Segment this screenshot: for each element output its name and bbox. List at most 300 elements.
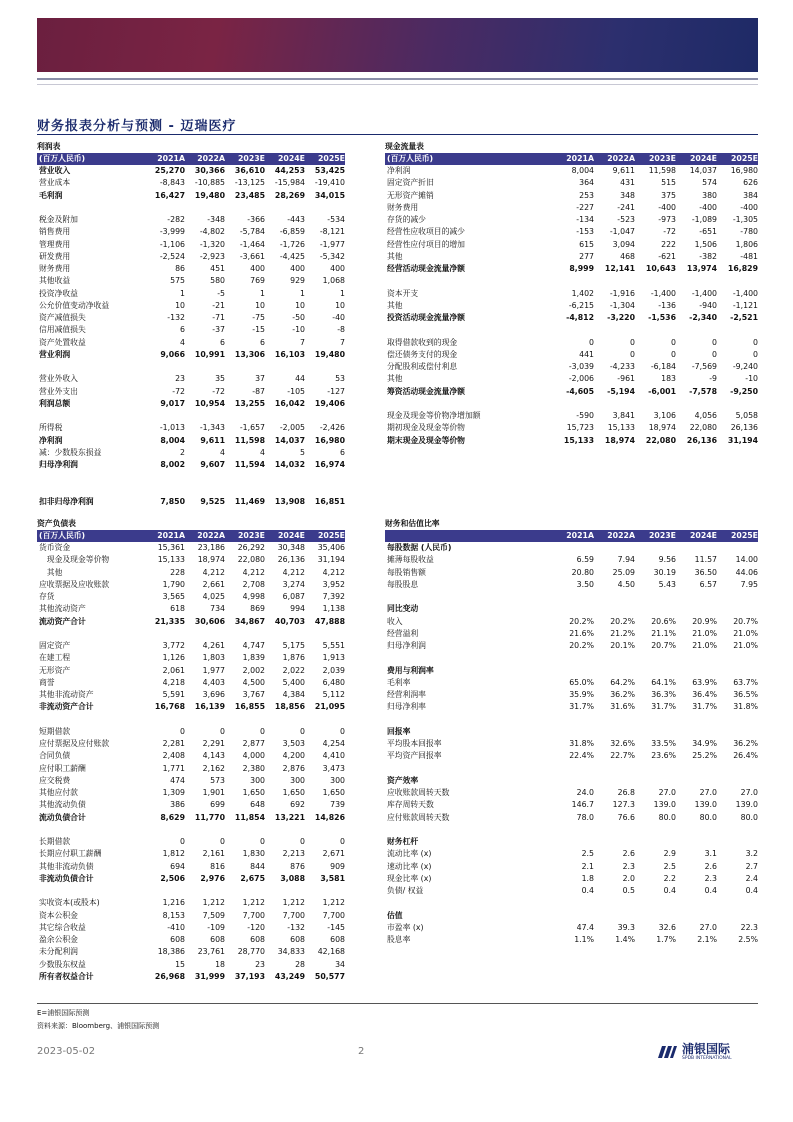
row-value: 14,826 (314, 812, 345, 822)
row-value: -443 (287, 215, 305, 224)
row-value (594, 726, 635, 738)
row-label: 其他 (387, 300, 403, 310)
row-value: 80.0 (699, 812, 717, 822)
row-value: 16,980 (314, 435, 345, 445)
row-value: 9,525 (200, 496, 225, 506)
row-value: 13,908 (274, 496, 305, 506)
row-value (635, 398, 676, 410)
header-year: 2025E (730, 154, 758, 163)
row-value: 0 (340, 837, 345, 846)
row-value (676, 398, 717, 410)
row-value (717, 836, 758, 848)
row-value: -136 (658, 300, 676, 310)
row-value (305, 824, 345, 836)
table-row (37, 934, 345, 946)
row-value: 31,194 (727, 435, 758, 445)
row-value: -366 (247, 215, 265, 224)
table-row (385, 775, 758, 787)
row-value: -4,812 (566, 313, 594, 322)
row-value: 648 (250, 800, 265, 810)
row-value (265, 471, 305, 483)
row-value (225, 885, 265, 897)
table-row (37, 763, 345, 775)
table-row (37, 726, 345, 738)
row-value (676, 324, 717, 336)
table-row (37, 591, 345, 603)
row-value (225, 410, 265, 422)
row-value: 44,253 (274, 166, 305, 175)
row-value: 0 (630, 349, 635, 359)
row-value (717, 665, 758, 677)
row-value: 400 (330, 264, 345, 273)
row-label: 期末现金及现金等价物 (387, 435, 465, 445)
row-value: 6,087 (282, 592, 305, 601)
row-value: 10 (335, 300, 345, 310)
row-value: 22,080 (689, 423, 717, 433)
row-label: 经营性应付项目的增加 (387, 239, 465, 249)
row-value: 0 (589, 337, 594, 347)
row-value: 692 (290, 800, 305, 810)
row-value: -1,657 (239, 423, 265, 433)
row-value (635, 726, 676, 738)
row-value: 32.6% (610, 739, 635, 748)
table-row (385, 251, 758, 263)
row-value: -87 (252, 386, 265, 396)
row-value: -651 (699, 227, 717, 237)
row-label: 投资活动现金流量净额 (387, 313, 465, 322)
row-value: 2,661 (202, 579, 225, 589)
row-value (594, 275, 635, 287)
row-value: -2,005 (279, 423, 305, 433)
row-value: 36.2% (610, 690, 635, 699)
table-row (37, 812, 345, 824)
row-value: 2.2 (663, 873, 676, 883)
table-row (385, 165, 758, 177)
row-value: 16,427 (154, 190, 185, 200)
row-value: 1,068 (322, 276, 345, 286)
row-value: 4 (220, 447, 225, 457)
row-value (305, 361, 345, 373)
row-value: -1,089 (691, 215, 717, 224)
row-value: 22.4% (569, 751, 594, 761)
row-value: 2,708 (242, 579, 265, 589)
row-value: 18,856 (274, 702, 305, 712)
row-value: 14,037 (689, 166, 717, 175)
row-value: -40 (332, 313, 345, 322)
row-value (145, 484, 185, 496)
row-value: 1.7% (656, 935, 676, 944)
table-row (385, 750, 758, 762)
row-value: 27.0 (740, 788, 758, 797)
row-value: 11,469 (234, 496, 265, 506)
table-row (37, 471, 345, 483)
row-label (385, 324, 553, 336)
row-value: 6.57 (699, 579, 717, 589)
row-label: 毛利率 (387, 677, 411, 687)
row-value (717, 726, 758, 738)
row-value: 431 (620, 178, 635, 188)
table-row (385, 349, 758, 361)
row-value: 21.0% (692, 628, 717, 638)
row-value: -961 (617, 374, 635, 384)
table-row (37, 714, 345, 726)
company-logo (656, 1040, 732, 1064)
row-value (635, 897, 676, 909)
row-value: 20.2% (569, 616, 594, 626)
row-value: 11,770 (194, 812, 225, 822)
row-value: 14,032 (274, 460, 305, 469)
row-value: -120 (247, 922, 265, 932)
row-label: 财务杠杆 (387, 837, 419, 846)
row-value: 3.50 (576, 579, 594, 589)
row-value: 9,611 (200, 435, 225, 445)
row-value: 26,136 (277, 555, 305, 565)
row-label: 公允价值变动净收益 (39, 300, 110, 310)
row-value: -1,013 (159, 423, 185, 433)
row-value: -400 (740, 202, 758, 212)
row-value: 2.7 (745, 861, 758, 871)
row-value: 574 (702, 178, 717, 188)
row-value: 1 (260, 288, 265, 298)
row-value: 5,112 (322, 690, 345, 699)
row-value: 1,771 (162, 763, 185, 773)
row-value: 18,974 (197, 555, 225, 565)
row-value: 2,061 (162, 665, 185, 675)
header-label: (百万人民币) (39, 531, 86, 540)
row-label: 利润总额 (39, 398, 71, 408)
row-value: -1,916 (609, 288, 635, 298)
ratios-table (385, 518, 758, 946)
row-value: 2,002 (242, 665, 265, 675)
row-value: -780 (740, 227, 758, 237)
row-value: 76.6 (617, 812, 635, 822)
row-value: -15,984 (274, 178, 305, 188)
row-label (385, 824, 553, 836)
row-label: 税金及附加 (39, 215, 78, 224)
table-row (385, 934, 758, 946)
row-value: 20.1% (610, 641, 635, 650)
row-value: 2,161 (202, 849, 225, 859)
row-value: 50,577 (314, 971, 345, 981)
row-value: 2.1 (581, 861, 594, 871)
row-value: 2.0 (622, 873, 635, 883)
table-row (385, 836, 758, 848)
table-row (37, 349, 345, 361)
table-row (37, 628, 345, 640)
row-value: 3,094 (612, 239, 635, 249)
row-value: -282 (167, 215, 185, 224)
row-value: 0 (180, 837, 185, 846)
row-value: 2.6 (622, 849, 635, 859)
row-value (553, 897, 594, 909)
row-value: 2,876 (282, 763, 305, 773)
row-value: -37 (212, 325, 225, 335)
row-value (305, 885, 345, 897)
row-value (145, 410, 185, 422)
row-value: -5,342 (319, 251, 345, 261)
table-row (37, 324, 345, 336)
row-value: 139.0 (694, 800, 717, 810)
title-rule (37, 134, 758, 135)
row-value: 15,133 (607, 423, 635, 433)
row-value: 1,830 (242, 849, 265, 859)
table-row (385, 628, 758, 640)
row-value: 4,410 (322, 751, 345, 761)
row-value: 400 (250, 264, 265, 273)
row-value: 36.50 (694, 567, 717, 577)
row-value: -481 (740, 251, 758, 261)
table-row (37, 496, 345, 508)
row-label (37, 714, 145, 726)
row-value (635, 775, 676, 787)
row-value: 34,015 (314, 190, 345, 200)
table-row (37, 603, 345, 615)
row-label: 同比变动 (387, 604, 419, 614)
table-row (37, 542, 345, 554)
row-value: 4,212 (322, 567, 345, 577)
row-value: -71 (212, 313, 225, 322)
row-label: 其他收益 (39, 276, 71, 286)
row-value: 27.0 (699, 922, 717, 932)
row-value: 14.00 (735, 555, 758, 565)
row-value: 2,506 (160, 873, 185, 883)
row-label: 信用减值损失 (39, 325, 86, 335)
table-row (37, 275, 345, 287)
row-value: 20.80 (571, 567, 594, 577)
row-value: 8,153 (162, 910, 185, 920)
row-value: -1,121 (732, 300, 758, 310)
row-value: 20.6% (651, 616, 676, 626)
table-row (37, 579, 345, 591)
row-value (185, 202, 225, 214)
table-row (385, 677, 758, 689)
row-value: 2,380 (242, 763, 265, 773)
row-label: 流动资产合计 (39, 616, 86, 626)
row-value (265, 410, 305, 422)
row-label (385, 714, 553, 726)
row-value: 146.7 (571, 800, 594, 810)
row-value: 16,855 (234, 702, 265, 712)
header-year: 2023E (237, 154, 265, 163)
row-label: 归母净利率 (387, 702, 426, 712)
row-value: 31,194 (317, 555, 345, 565)
row-value: 5,551 (322, 641, 345, 650)
row-value: -348 (207, 215, 225, 224)
row-value: 42,168 (317, 947, 345, 957)
row-label (37, 824, 145, 836)
row-value (635, 824, 676, 836)
row-value: 994 (290, 604, 305, 614)
row-value: 4,200 (282, 751, 305, 761)
table-row (37, 312, 345, 324)
row-value: 16,042 (274, 398, 305, 408)
row-value: 7,700 (242, 910, 265, 920)
row-value: 31.7% (569, 702, 594, 712)
row-value: 3.2 (745, 849, 758, 859)
table-row (37, 398, 345, 410)
row-label: 财务费用 (387, 202, 419, 212)
table-row (37, 251, 345, 263)
row-label: 分配股利或偿付利息 (387, 362, 458, 371)
row-value (594, 542, 635, 554)
row-value: 21.1% (651, 628, 676, 638)
row-value: 6 (180, 325, 185, 335)
header-year: 2025E (317, 531, 345, 540)
row-value: -134 (576, 215, 594, 224)
header-year: 2024E (277, 531, 305, 540)
row-value: -1,047 (609, 227, 635, 237)
table-row (385, 263, 758, 275)
row-value (594, 836, 635, 848)
table-row (37, 750, 345, 762)
row-value: -6,859 (279, 227, 305, 237)
row-value: -3,039 (568, 362, 594, 371)
table-row (385, 275, 758, 287)
row-value (676, 665, 717, 677)
row-label: 净利润 (387, 166, 411, 175)
row-value: 5,400 (282, 677, 305, 687)
row-value: 11.57 (694, 555, 717, 565)
table-row (385, 897, 758, 909)
row-value (553, 603, 594, 615)
row-value: -400 (699, 202, 717, 212)
row-value: -6,184 (650, 362, 676, 371)
row-label: 长期借款 (39, 837, 71, 846)
row-value: 0 (630, 337, 635, 347)
row-value (553, 763, 594, 775)
row-value: 53 (335, 374, 345, 384)
row-value: 0 (180, 726, 185, 736)
row-value: 4,212 (282, 567, 305, 577)
row-value: 23,186 (197, 543, 225, 552)
row-value: 2 (180, 447, 185, 457)
row-label: 存货的减少 (387, 215, 426, 224)
table-row (385, 386, 758, 398)
row-label: 现金及现金等价物 (39, 555, 110, 565)
row-value: 8,004 (571, 166, 594, 175)
row-value: 0 (712, 349, 717, 359)
row-value (635, 275, 676, 287)
row-value: 1,650 (322, 788, 345, 797)
row-value: 20.7% (651, 641, 676, 650)
row-value (553, 775, 594, 787)
row-label: 取得借款收到的现金 (387, 337, 458, 347)
row-label: 库存周转天数 (387, 800, 434, 810)
row-value (717, 398, 758, 410)
row-value: 13,974 (686, 264, 717, 273)
row-value: 22,080 (237, 555, 265, 565)
table-row (37, 897, 345, 909)
row-value: 35 (215, 374, 225, 384)
row-label: 商誉 (39, 677, 55, 687)
row-value: 4,212 (242, 567, 265, 577)
row-value: -132 (167, 313, 185, 322)
row-value: 15,133 (157, 555, 185, 565)
row-value: -1,536 (648, 313, 676, 322)
row-value: -973 (658, 215, 676, 224)
row-value: 7.94 (617, 555, 635, 565)
row-value: 47.4 (576, 922, 594, 932)
row-value: 580 (210, 276, 225, 286)
row-label: 每股股息 (387, 579, 419, 589)
table-row (37, 922, 345, 934)
row-value: 5,058 (735, 411, 758, 420)
row-value: 11,594 (234, 460, 265, 469)
row-value: 15,361 (157, 543, 185, 552)
row-value: 1,806 (735, 239, 758, 249)
row-value (265, 484, 305, 496)
row-value: 31.7% (692, 702, 717, 712)
row-value: 37 (255, 374, 265, 384)
table-row (385, 337, 758, 349)
row-value: 222 (661, 239, 676, 249)
header-year: 2025E (730, 531, 758, 540)
row-value: 4,218 (162, 677, 185, 687)
row-value: 16,851 (314, 496, 345, 506)
row-value: 21.0% (733, 628, 758, 638)
row-value: -4,605 (566, 386, 594, 396)
row-value: 2.5% (738, 935, 758, 944)
row-value: -6,001 (648, 386, 676, 396)
header-year: 2021A (566, 531, 594, 540)
table-row (385, 665, 758, 677)
page-title: 财务报表分析与预测 - 迈瑞医疗 (37, 119, 237, 134)
row-value: 3.1 (704, 849, 717, 859)
row-value: 451 (210, 264, 225, 273)
row-value: 228 (170, 567, 185, 577)
row-value: 33.5% (651, 739, 676, 748)
table-row (37, 640, 345, 652)
row-label: 存货 (39, 592, 55, 601)
table-row (37, 422, 345, 434)
table-row (37, 288, 345, 300)
row-value: 26.4% (733, 751, 758, 761)
row-value: 1 (300, 288, 305, 298)
row-value: 16,974 (314, 460, 345, 469)
row-label: 所有者权益合计 (39, 971, 94, 981)
row-value (185, 361, 225, 373)
row-value (676, 652, 717, 664)
table-row (385, 861, 758, 873)
row-label: 平均股本回报率 (387, 739, 442, 748)
row-value: 515 (661, 178, 676, 188)
row-value: 0.4 (581, 886, 594, 895)
table-row (37, 971, 345, 983)
row-value: -534 (327, 215, 345, 224)
row-value (553, 275, 594, 287)
row-value: 15,723 (566, 423, 594, 433)
row-value: 43,249 (274, 971, 305, 981)
table-row (37, 410, 345, 422)
row-value: 31,999 (194, 971, 225, 981)
row-value: -3,220 (607, 313, 635, 322)
row-value: 0 (220, 837, 225, 846)
header-year: 2022A (197, 531, 225, 540)
row-value: 8,629 (160, 812, 185, 822)
row-value (265, 714, 305, 726)
table-row (385, 177, 758, 189)
row-value: 31.6% (610, 702, 635, 712)
row-value: -145 (327, 922, 345, 932)
row-value: 35.9% (569, 690, 594, 699)
row-value (225, 628, 265, 640)
row-value: 64.2% (610, 677, 635, 687)
row-value (145, 202, 185, 214)
row-value: 34 (335, 959, 345, 969)
row-value (717, 591, 758, 603)
table-row (37, 567, 345, 579)
row-value (717, 714, 758, 726)
